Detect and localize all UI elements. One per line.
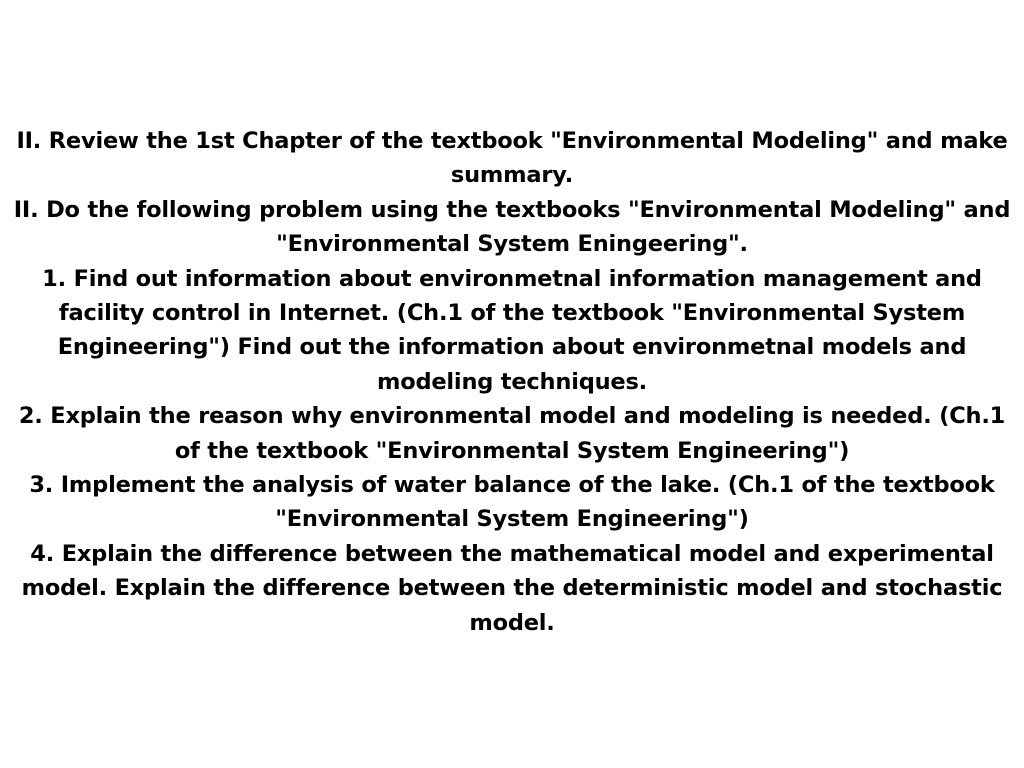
paragraph-task-1: 1. Find out information about environmetnal information management and facility control in Internet. (Ch.1 of the textbook "Environmental System Engineering") Find out the information about environmetnal models and modeling techniques. [42,265,982,395]
paragraph-task-2: 2. Explain the reason why environmental model and modeling is needed. (Ch.1 of the textbook "Environmental System Engineering") [18,403,1006,464]
paragraph-task-4: 4. Explain the difference between the mathematical model and experimental model. Explain the difference between the deterministic model and stochastic model. [21,540,1003,636]
paragraph-problem-intro: II. Do the following problem using the textbooks "Environmental Modeling" and "Environmental System Eningeering". [13,196,1011,258]
paragraph-review-chapter: II. Review the 1st Chapter of the textbook "Environmental Modeling" and make summary. [16,128,1008,189]
paragraph-task-3: 3. Implement the analysis of water balance of the lake. (Ch.1 of the textbook "Environmental System Engineering") [29,472,995,533]
assignment-text [10,124,1014,640]
